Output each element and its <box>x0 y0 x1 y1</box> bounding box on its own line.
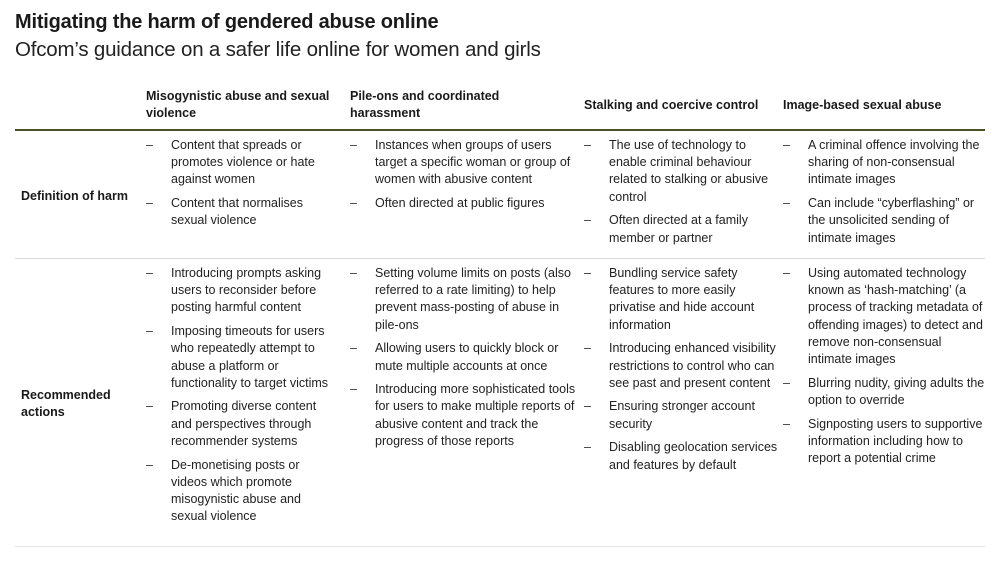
cell-actions-pile-ons <box>350 265 578 457</box>
bullet-dash: – <box>584 266 591 280</box>
bullet-dash: – <box>584 440 591 455</box>
header-divider <box>15 129 985 131</box>
list-item: – Introducing enhanced visibility restrictions to control who can see past and present content <box>584 341 776 390</box>
bullet-dash: – <box>584 399 591 414</box>
bullet-dash: – <box>783 196 790 211</box>
list-item: – Often directed at public figures <box>350 195 575 212</box>
list-item: – Blurring nudity, giving adults the option to override <box>783 375 985 407</box>
list-item: – Can include “cyberflashing” or the unsolicited sending of intimate images <box>783 196 975 245</box>
bullet-dash: – <box>783 375 790 390</box>
list-item: – Content that spreads or promotes violence or hate against women <box>146 138 315 187</box>
cell-definition-pile-ons <box>350 137 575 219</box>
list-item: – Promoting diverse content and perspectives through recommender systems <box>146 399 317 448</box>
list-item: – Instances when groups of users target a specific woman or group of women with abusive content <box>350 138 571 187</box>
bullet-dash: – <box>584 341 591 356</box>
bullet-dash: – <box>584 138 591 152</box>
cell-definition-stalking <box>584 137 779 253</box>
list-item: – Signposting users to supportive information including how to report a potential crime <box>783 416 983 466</box>
bullet-dash: – <box>350 196 357 211</box>
list-item: – Allowing users to quickly block or mute multiple accounts at once <box>350 341 559 373</box>
bullet-dash: – <box>584 213 591 228</box>
table-bottom-divider <box>15 546 985 547</box>
list-item: – A criminal offence involving the sharing of non-consensual intimate images <box>783 138 980 187</box>
bullet-dash: – <box>146 324 153 339</box>
bullet-dash: – <box>783 138 790 152</box>
column-header-pile-ons: Pile-ons and coordinated harassment <box>350 89 500 120</box>
list-item: – Using automated technology known as ‘hash-matching’ (a process of tracking metadata of offending images) to detect and remove non-consensual intimate images <box>783 266 983 367</box>
bullet-dash: – <box>350 382 357 397</box>
list-item: – Disabling geolocation services and features by default <box>584 440 778 472</box>
row-label-definition-of-harm: Definition of harm <box>21 189 128 203</box>
column-header-misogynistic-abuse: Misogynistic abuse and sexual violence <box>146 89 330 120</box>
cell-actions-misogynistic <box>146 265 336 532</box>
list-item: – Bundling service safety features to more easily privatise and hide account information <box>584 266 755 332</box>
page-title: Mitigating the harm of gendered abuse online <box>15 11 439 33</box>
cell-definition-misogynistic <box>146 137 331 236</box>
bullet-dash: – <box>350 341 357 356</box>
bullet-dash: – <box>146 457 153 472</box>
bullet-dash: – <box>146 138 153 152</box>
column-header-image-based-abuse: Image-based sexual abuse <box>783 98 942 112</box>
bullet-dash: – <box>146 266 153 280</box>
page-subtitle: Ofcom’s guidance on a safer life online for women and girls <box>15 38 541 61</box>
bullet-dash: – <box>783 266 790 280</box>
bullet-dash: – <box>146 399 153 414</box>
list-item: – Introducing prompts asking users to reconsider before posting harmful content <box>146 266 322 315</box>
bullet-dash: – <box>350 138 357 152</box>
cell-actions-stalking <box>584 265 780 480</box>
list-item: – Imposing timeouts for users who repeatedly attempt to abuse a platform or functionality to target victims <box>146 324 329 390</box>
cell-actions-image-based <box>783 265 988 474</box>
bullet-dash: – <box>350 266 357 280</box>
list-item: – Introducing more sophisticated tools for users to make multiple reports of abusive content and track the progress of those reports <box>350 382 576 448</box>
list-item: – Ensuring stronger account security <box>584 399 755 431</box>
list-item: – Content that normalises sexual violence <box>146 196 304 228</box>
list-item: – Often directed at a family member or partner <box>584 213 748 245</box>
column-header-stalking: Stalking and coercive control <box>584 98 759 112</box>
cell-definition-image-based <box>783 137 988 253</box>
list-item: – De-monetising posts or videos which promote misogynistic abuse and sexual violence <box>146 457 301 524</box>
row-label-recommended-actions: Recommended actions <box>21 388 111 419</box>
bullet-dash: – <box>783 416 790 431</box>
list-item: – Setting volume limits on posts (also referred to a rate limiting) to help prevent mass-posting of abuse in pile-ons <box>350 266 571 332</box>
bullet-dash: – <box>146 196 153 211</box>
list-item: – The use of technology to enable criminal behaviour related to stalking or abusive control <box>584 138 769 204</box>
row-divider <box>15 258 985 259</box>
